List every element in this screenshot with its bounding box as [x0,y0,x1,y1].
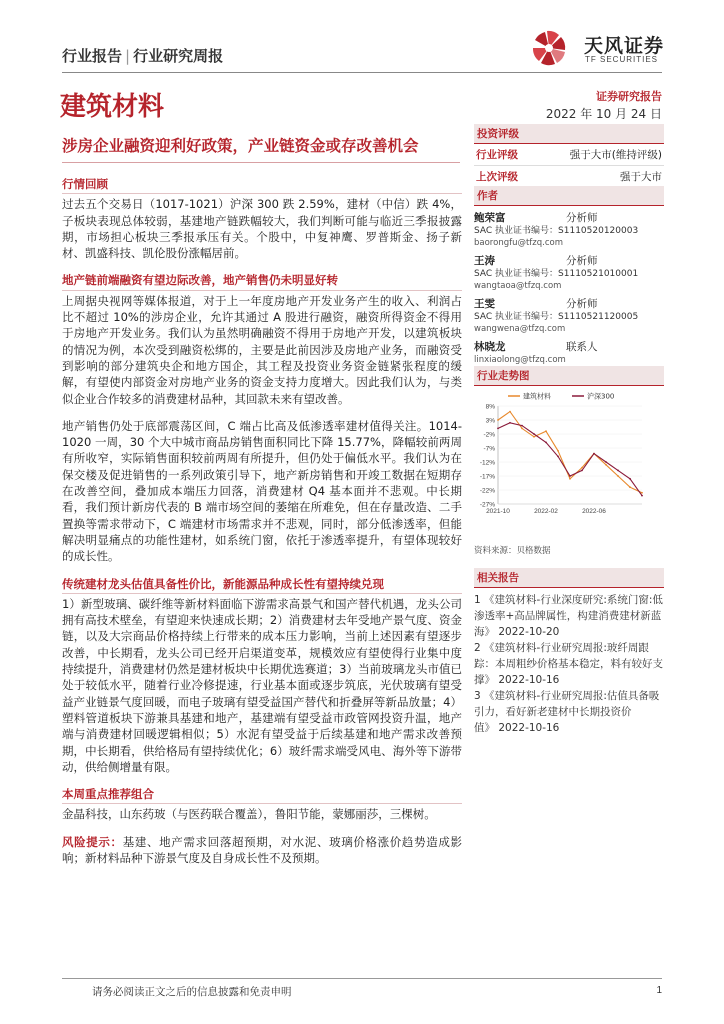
header-separator: | [125,47,131,65]
paragraph: 金晶科技，山东药玻（与医药联合覆盖），鲁阳节能，蒙娜丽莎，三棵树。 [62,807,436,822]
data-point [629,486,631,488]
authors-panel [474,186,664,366]
author-role: 联系人 [566,341,598,353]
rating-panel [474,124,664,188]
author-sac: SAC 执业证书编号：S1110521120005 [474,312,639,322]
report-type-header [62,45,223,66]
related-date: 2022-10-20 [498,626,560,638]
risk-label: 风险提示： [62,834,123,849]
rating-row [474,144,664,166]
paragraph: 上周据央视网等媒体报道，对于上一年度房地产开发业务产生的收入、利润占比不超过 10%的涉房企业，允许其通过 A 股进行融资，融资所得资金不得用于房地产开发业务。我们认为虽然明确融资不得用于房地产开发，以建筑板块的情况为例，本次受到融资松绑的，主要是此前因涉及房地产业务，而融资受到影响的部分建筑央企和地方国企，其工程及投资业务资金链紧张程度的缓解，有望使内部资金对房地产业务的资金支持力度增大。因此我们认为，与类似企业合作较多的消费建材品种，其回款未来有望改善。 [62,293,462,406]
related-num: 3 [474,690,481,702]
legend-label: 沪深300 [587,392,615,401]
section-title: 行情回顾 [62,176,462,194]
headline: 涉房企业融资迎利好政策，产业链资金或存改善机会 [62,137,419,155]
data-point [497,419,499,421]
footer-disclaimer: 请务必阅读正文之后的信息披露和免责申明 [92,986,292,998]
report-subtype: 行业研究周报 [133,47,224,65]
y-tick-label: -27% [479,501,495,509]
data-point [617,475,619,477]
y-tick-label: -7% [483,445,495,453]
author-sac: SAC 执业证书编号：S1110520120003 [474,226,639,236]
data-point [629,478,631,480]
data-point [557,456,559,458]
author-email[interactable]: wangtaoa@tfzq.com [474,281,562,291]
data-point [533,436,535,438]
data-point [521,428,523,430]
rating-value: 强于大市 [620,171,662,183]
data-point [509,411,511,413]
page-number: 1 [656,985,662,996]
x-tick-label: 2022-02 [534,508,558,515]
trend-title: 行业走势图 [474,366,664,386]
section-title: 地产链前端融资有望边际改善，地产销售仍未明显好转 [62,272,462,290]
series-line [498,412,642,493]
header-divider [62,72,662,73]
data-point [581,467,583,469]
related-text: 《建筑材料-行业深度研究:系统门窗:低渗透率+高品牌属性，构建消费建材新蓝海》 [474,594,663,638]
rating-label: 上次评级 [476,171,518,183]
data-point [545,442,547,444]
paragraph: 地产销售仍处于底部震荡区间，C 端占比高及低渗透率建材值得关注。1014-1020 一周，30 个大中城市商品房销售面积同比下降 15.77%，降幅较前两周有所收窄，实际销售面积较前两周有所提升，但仍处于偏低水平。我们认为在保交楼及促进销售的一系列政策引导下，地产新房销售和开竣工数据在短期存在改善空间，叠加成本端压力回落，消费建材 Q4 基本面并不悲观。中长期看，我们预计新房代表的 B 端市场空间的萎缩在所难免，但在存量改造、二手置换等需求带动下，C 端建材市场需求并不悲观，同时，部分低渗透率，但能解决明显痛点的功能性建材，如系统门窗，依托于渗透率提升，有望体现较好的成长性。 [62,418,462,564]
author-entry [474,339,664,366]
y-tick-label: 3% [485,417,495,425]
main-content [62,176,462,866]
legend-label: 建筑材料 [523,392,551,401]
y-tick-label: -17% [479,473,495,481]
related-report-item[interactable] [474,688,664,736]
data-point [557,450,559,452]
data-point [605,461,607,463]
author-name: 王涛 [474,255,495,267]
x-tick-label: 2021-10 [486,508,510,515]
related-date: 2022-10-16 [498,722,560,734]
data-point [509,422,511,424]
y-tick-label: 8% [485,403,495,411]
paragraph: 1）新型玻璃、碳纤维等新材料面临下游需求高景气和国产替代机遇，龙头公司拥有高技术壁垒，有望迎来快速成长期；2）消费建材去年受地产景气度、资金链，以及大宗商品价格持续上行带来的成本压力影响，当前上述因素有望逐步改善，中长期看，龙头公司已经开启渠道变革，规模效应有望使得行业集中度持续提升，消费建材仍然是建材板块中长期优选赛道；3）当前玻璃龙头市值已处于较低水平，随着行业冷修提速，行业基本面或逐步筑底，光伏玻璃有望受益产业链景气度回暖，而电子玻璃有望受益国产替代和折叠屏等新品放量；4）塑料管道板块下游兼具基建和地产，基建端有望受益市政管网投资升温，地产端与消费建材回暖逻辑相似；5）水泥有望受益于后续基建和地产需求改善预期，中长期看，供给格局有望持续优化；6）玻纤需求端受风电、海外等下游带动，供给侧增量有限。 [62,596,462,774]
data-point [521,425,523,427]
related-report-item[interactable] [474,592,664,640]
headline-divider [62,162,460,163]
section-real-estate [62,272,462,564]
related-text: 《建筑材料-行业研究周报:估值具备吸引力，看好新老建材中长期投资价值》 [474,690,660,734]
brand-name-en: TF SECURITIES [585,55,659,64]
section-title: 传统建材龙头估值具备性价比，新能源品种成长性有望持续兑现 [62,576,462,594]
data-point [605,464,607,466]
rating-value: 强于大市(维持评级) [569,149,662,161]
author-entry [474,210,664,249]
authors-title: 作者 [474,186,664,206]
section-title: 本周重点推荐组合 [62,786,462,804]
report-date: 2022 年 10 月 24 日 [545,107,662,121]
x-tick-label: 2022-06 [582,508,606,515]
author-role: 分析师 [566,255,598,267]
data-point [593,453,595,455]
y-tick-label: -2% [483,431,495,439]
rating-title: 投资评级 [474,124,664,144]
paragraph: 过去五个交易日（1017-1021）沪深 300 跌 2.59%，建材（中信）跌 4%，子板块表现总体较弱，基建地产链跌幅较大，我们判断可能与临近三季报披露期，市场担心板块三季报承压有关。个股中，中复神鹰、罗普斯金、扬子新材、凯盛科技、凯伦股份涨幅居前。 [62,197,462,261]
data-point [533,433,535,435]
data-point [617,470,619,472]
section-valuation [62,576,462,776]
footer [62,978,662,999]
data-point [569,478,571,480]
author-email[interactable]: linxiaolong@tfzq.com [474,355,566,365]
related-text: 《建筑材料-行业研究周报:玻纤周跟踪：本周粗纱价格基本稳定，料有较好支撑》 [474,642,663,686]
brand-name-cn: 天风证券 [584,35,665,57]
author-role: 分析师 [566,298,598,310]
data-point [545,430,547,432]
data-point [581,470,583,472]
author-name: 王雯 [474,298,495,310]
y-tick-label: -22% [479,487,495,495]
author-entry [474,253,664,292]
trend-panel [474,366,664,386]
author-email[interactable]: baorongfu@tfzq.com [474,238,564,248]
section-market-review [62,176,462,261]
author-role: 分析师 [566,212,598,224]
report-kind: 证券研究报告 [596,90,662,103]
data-point [569,475,571,477]
rating-label: 行业评级 [476,149,518,161]
related-panel [474,568,664,736]
page-title: 建筑材料 [60,92,165,122]
related-num: 1 [474,594,481,606]
author-name: 林晓龙 [474,341,506,353]
y-tick-label: -12% [479,459,495,467]
related-date: 2022-10-16 [498,674,560,686]
related-report-item[interactable] [474,640,664,688]
author-email[interactable]: wangwena@tfzq.com [474,324,566,334]
data-point [641,495,643,497]
section-portfolio [62,786,462,823]
author-sac: SAC 执业证书编号：S1110521010001 [474,269,639,279]
risk-warning [62,834,462,867]
rating-row [474,166,664,188]
chart-source: 资料来源：贝格数据 [474,546,551,556]
author-name: 鲍荣富 [474,212,506,224]
report-type: 行业报告 [62,47,123,65]
series-line [498,423,642,496]
data-point [641,492,643,494]
risk-text: 基建、地产需求回落超预期，对水泥、玻璃价格涨价趋势造成影响；新材料品种下游景气度及自身成长性不及预期。 [62,834,462,865]
related-title: 相关报告 [474,568,664,588]
trend-chart [474,386,666,526]
data-point [497,428,499,430]
related-num: 2 [474,642,481,654]
author-entry [474,296,664,335]
